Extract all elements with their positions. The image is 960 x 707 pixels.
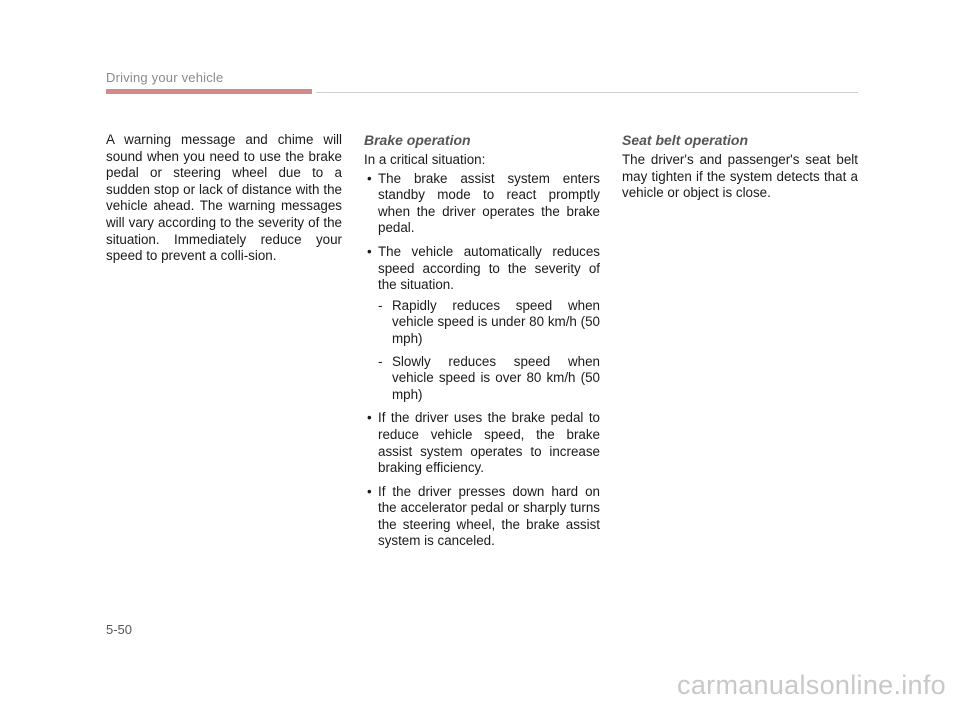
sub-list-item	[378, 354, 600, 404]
bullet-icon: •	[367, 170, 372, 186]
seat-belt-paragraph: The driver's and passenger's seat belt may tighten if the system detects that a vehicle or object is close.	[622, 152, 858, 201]
sub-list-item-text: Slowly reduces speed when vehicle speed is over 80 km/h (50 mph)	[392, 353, 600, 402]
bullet-icon: •	[367, 410, 372, 426]
watermark: carmanualsonline.info	[677, 670, 946, 700]
page-number: 5-50	[106, 622, 133, 637]
dash-icon: -	[378, 297, 383, 313]
seat-belt-operation-heading: Seat belt operation	[622, 132, 749, 148]
warning-paragraph: A warning message and chime will sound when you need to use the brake pedal or steering wheel due to a sudden stop or lack of distance with the vehicle ahead. The warning messages will vary according to the severity of the situation. Immediately reduce your speed to prevent a colli-sion.	[106, 132, 342, 264]
brake-operation-heading: Brake operation	[364, 132, 471, 148]
sub-list-item	[378, 298, 600, 348]
bullet-icon: •	[367, 243, 372, 259]
brake-operation-intro: In a critical situation:	[364, 152, 486, 167]
list-item-text: If the driver presses down hard on the accelerator pedal or sharply turns the steering wheel, the brake assist system is canceled.	[378, 483, 600, 549]
list-item-text: The brake assist system enters standby mode to react promptly when the driver operates the brake pedal.	[378, 170, 600, 236]
column-left	[106, 132, 342, 265]
header-divider	[316, 92, 858, 93]
list-item	[364, 244, 600, 403]
list-item	[364, 410, 600, 476]
brake-operation-list	[364, 171, 600, 550]
column-right	[622, 132, 858, 202]
bullet-icon: •	[367, 483, 372, 499]
speed-reduction-sublist	[378, 298, 600, 404]
column-middle	[364, 132, 600, 557]
sub-list-item-text: Rapidly reduces speed when vehicle speed is under 80 km/h (50 mph)	[392, 297, 600, 346]
dash-icon: -	[378, 353, 383, 369]
list-item-text: If the driver uses the brake pedal to reduce vehicle speed, the brake assist system operates to increase braking efficiency.	[378, 410, 600, 476]
list-item	[364, 484, 600, 550]
section-title: Driving your vehicle	[106, 70, 224, 85]
list-item	[364, 171, 600, 237]
header-accent-bar	[106, 89, 312, 94]
list-item-text: The vehicle automatically reduces speed according to the severity of the situation.	[378, 243, 600, 293]
